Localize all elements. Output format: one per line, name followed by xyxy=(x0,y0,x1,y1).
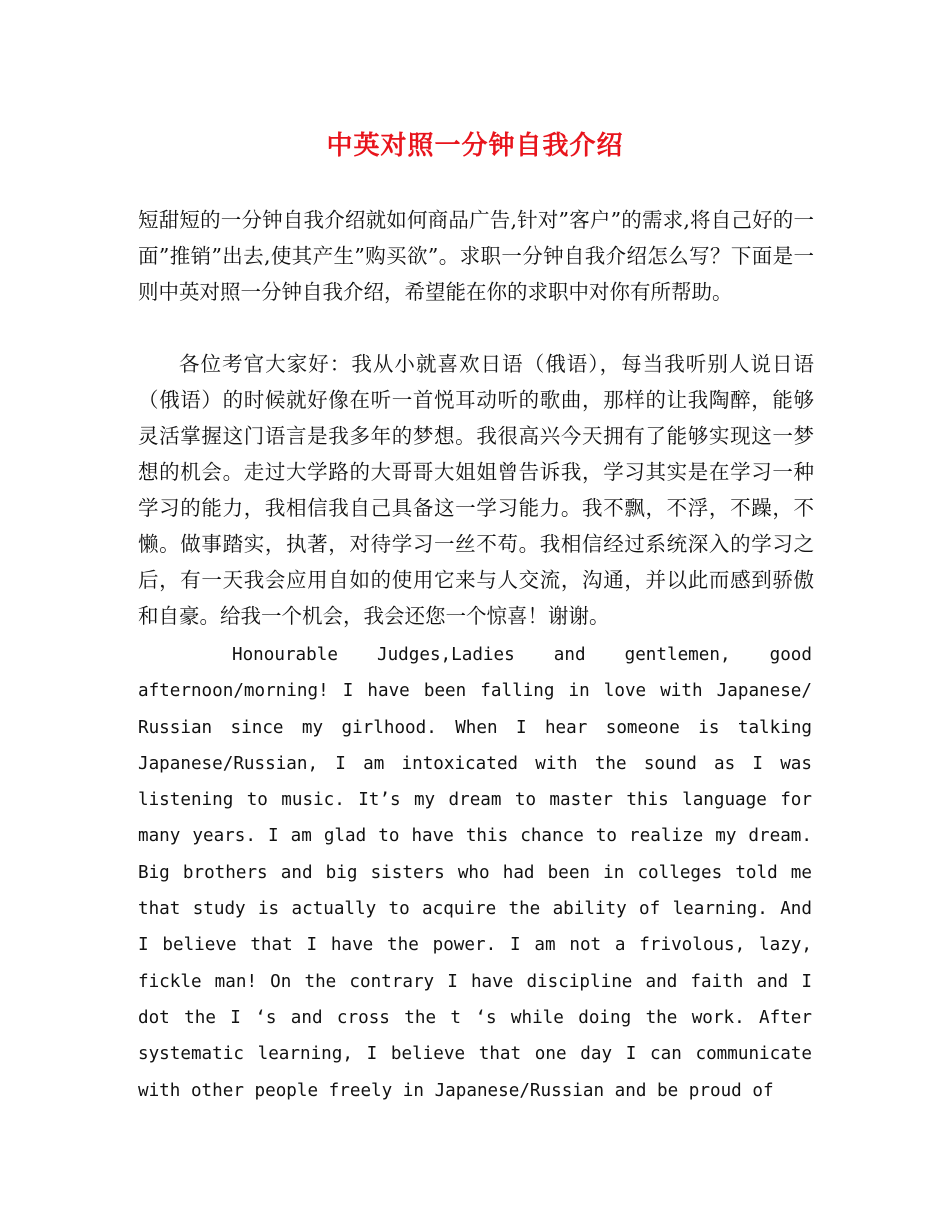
chinese-self-introduction-paragraph: 各位考官大家好：我从小就喜欢日语（俄语），每当我听别人说日语（俄语）的时候就好像在听一首悦耳动听的歌曲，那样的让我陶醉，能够灵活掌握这门语言是我多年的梦想。我很高兴今天拥有了能够实现这一梦想的机会。走过大学路的大哥哥大姐姐曾告诉我，学习其实是在学习一种学习的能力，我相信我自己具备这一学习能力。我不飘，不浮，不躁，不懒。做事踏实，执著，对待学习一丝不苟。我相信经过系统深入的学习之后，有一天我会应用自如的使用它来与人交流，沟通，并以此而感到骄傲和自豪。给我一个机会，我会还您一个惊喜！谢谢。 xyxy=(138,352,814,628)
english-self-introduction-paragraph: Honourable Judges,Ladies and gentlemen, good afternoon/morning! I have been falling in love with Japanese/ Russian since my girlhood. When I hear someone is talking Japanese/Russian, I am intoxicated with the sound as I was listening to music. It’s my dream to master this language for many years. I am glad to have this chance to realize my dream. Big brothers and big sisters who had been in colleges told me that study is actually to acquire the ability of learning. And I believe that I have the power. I am not a frivolous, lazy, fickle man! On the contrary I have discipline and faith and I dot the I ‘s and cross the t ‘s while doing the work. After systematic learning, I believe that one day I can communicate with other people freely in Japanese/Russian and be proud of xyxy=(138,645,812,1101)
page-title: 中英对照一分钟自我介绍 xyxy=(326,131,624,161)
intro-paragraph: 短甜短的一分钟自我介绍就如何商品广告,针对”客户”的需求,将自己好的一面”推销”出去,使其产生”购买欲”。求职一分钟自我介绍怎么写？下面是一则中英对照一分钟自我介绍，希望能在你的求职中对你有所帮助。 xyxy=(138,208,814,304)
